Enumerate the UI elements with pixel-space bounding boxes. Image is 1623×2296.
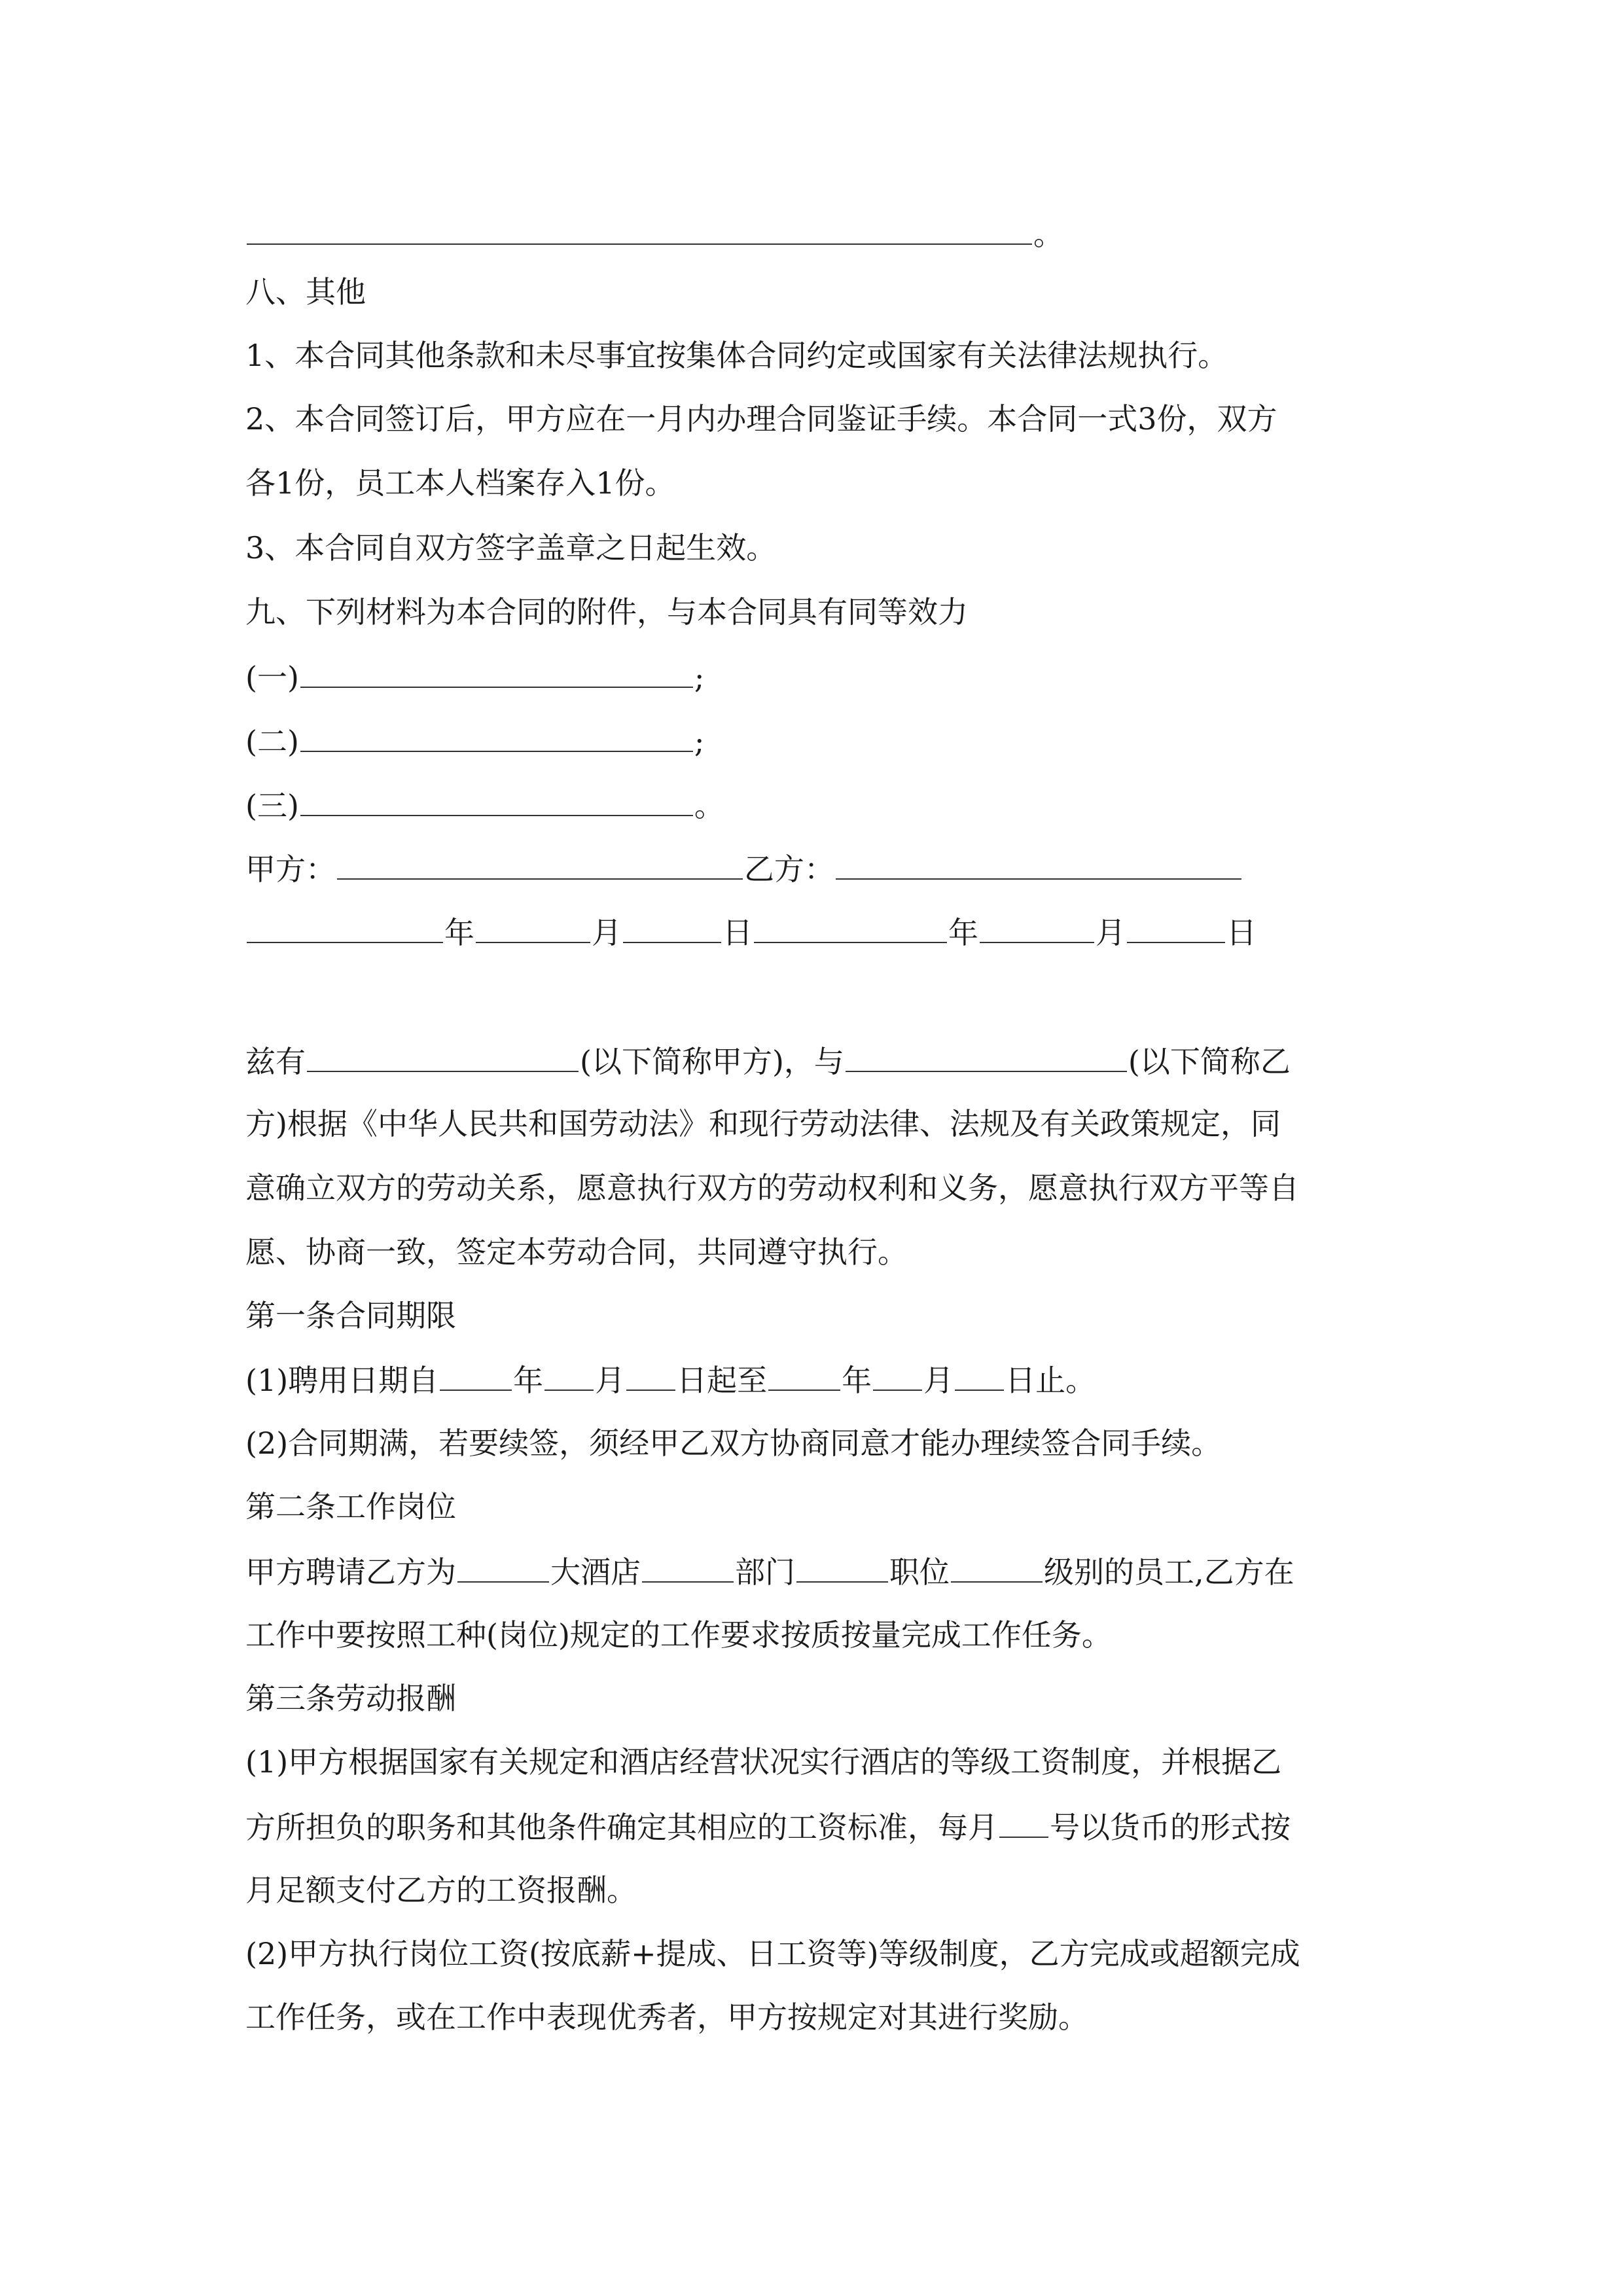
- party-b-name-field[interactable]: [846, 1041, 1127, 1072]
- article-1-renewal: (2)合同期满，若要续签，须经甲乙双方协商同意才能办理续签合同手续。: [245, 1426, 1222, 1461]
- intro-line-3: 意确立双方的劳动关系，愿意执行双方的劳动权利和义务，愿意执行双方平等自: [245, 1170, 1299, 1206]
- article-3-p1-line-3: 月足额支付乙方的工资报酬。: [245, 1873, 637, 1908]
- punctuation: 。: [1033, 217, 1063, 252]
- article-3-p2-line-1: (2)甲方执行岗位工资(按底薪+提成、日工资等)等级制度，乙方完成或超额完成: [245, 1936, 1300, 1971]
- section-8-item-2-line-2: 各1份，员工本人档案存入1份。: [245, 465, 675, 501]
- party-b-year-field[interactable]: [754, 912, 947, 943]
- end-day-field[interactable]: [955, 1359, 1004, 1391]
- party-a-label: 甲方：: [245, 852, 336, 887]
- attachment-2: (二) ;: [245, 721, 704, 760]
- position-field[interactable]: [796, 1551, 888, 1583]
- signature-parties: [245, 848, 1243, 888]
- fill-in-blank[interactable]: [247, 213, 1032, 245]
- section-8-item-1: 1、本合同其他条款和未尽事宜按集体合同约定或国家有关法律法规执行。: [245, 338, 1228, 373]
- section-8-item-2-line-1: 2、本合同签订后，甲方应在一月内办理合同鉴证手续。本合同一式3份，双方: [245, 401, 1277, 437]
- article-1-term: (1)聘用日期自 年 月 日起至 年 月 日止。: [245, 1359, 1096, 1399]
- fill-in-blank[interactable]: [300, 721, 693, 752]
- party-a-month-field[interactable]: [476, 912, 590, 943]
- article-1-heading: 第一条合同期限: [245, 1298, 456, 1333]
- intro-line-2: 方)根据《中华人民共和国劳动法》和现行劳动法律、法规及有关政策规定，同: [245, 1106, 1281, 1141]
- party-a-year-field[interactable]: [247, 912, 443, 943]
- party-a-day-field[interactable]: [623, 912, 721, 943]
- intro-line-1: 兹有 (以下简称甲方)，与 (以下简称乙: [245, 1041, 1291, 1080]
- section-9-heading: 九、下列材料为本合同的附件，与本合同具有同等效力: [245, 594, 968, 630]
- party-a-name-field[interactable]: [307, 1041, 579, 1072]
- level-field[interactable]: [951, 1551, 1043, 1583]
- article-2-heading: 第二条工作岗位: [245, 1489, 456, 1524]
- attachment-1: (一) ;: [245, 656, 704, 696]
- article-3-heading: 第三条劳动报酬: [245, 1681, 456, 1716]
- article-3-p2-line-2: 工作任务，或在工作中表现优秀者，甲方按规定对其进行奖励。: [245, 2000, 1088, 2035]
- attachment-3: (三) 。: [245, 785, 724, 824]
- attachment-label: (一): [245, 660, 299, 695]
- attachment-label: (二): [245, 724, 299, 759]
- article-3-p1-line-1: (1)甲方根据国家有关规定和酒店经营状况实行酒店的等级工资制度，并根据乙: [245, 1744, 1282, 1780]
- attachment-label: (三): [245, 788, 299, 823]
- party-b-month-field[interactable]: [980, 912, 1094, 943]
- section-8-heading: 八、其他: [245, 274, 366, 310]
- party-b-label: 乙方：: [744, 852, 834, 887]
- end-year-field[interactable]: [768, 1359, 840, 1391]
- section-8-item-3: 3、本合同自双方签字盖章之日起生效。: [245, 530, 777, 565]
- signature-dates: 年 月 日 年 月 日: [245, 912, 1257, 951]
- start-year-field[interactable]: [440, 1359, 512, 1391]
- party-a-signature-field[interactable]: [337, 848, 743, 880]
- start-day-field[interactable]: [626, 1359, 675, 1391]
- article-2-line-1: 甲方聘请乙方为 大酒店 部门 职位 级别的员工,乙方在: [245, 1551, 1294, 1590]
- department-field[interactable]: [642, 1551, 734, 1583]
- article-3-p1-line-2: 方所担负的职务和其他条件确定其相应的工资标准，每月 号以货币的形式按: [245, 1806, 1291, 1846]
- end-month-field[interactable]: [873, 1359, 922, 1391]
- pay-day-field[interactable]: [999, 1806, 1048, 1838]
- party-b-signature-field[interactable]: [836, 848, 1241, 880]
- intro-line-4: 愿、协商一致，签定本劳动合同，共同遵守执行。: [245, 1234, 908, 1270]
- blank-line-continuation: [245, 213, 1063, 253]
- start-month-field[interactable]: [544, 1359, 594, 1391]
- article-2-line-2: 工作中要按照工种(岗位)规定的工作要求按质按量完成工作任务。: [245, 1617, 1112, 1653]
- fill-in-blank[interactable]: [300, 656, 693, 688]
- fill-in-blank[interactable]: [300, 785, 693, 816]
- party-b-day-field[interactable]: [1127, 912, 1225, 943]
- hotel-name-field[interactable]: [457, 1551, 549, 1583]
